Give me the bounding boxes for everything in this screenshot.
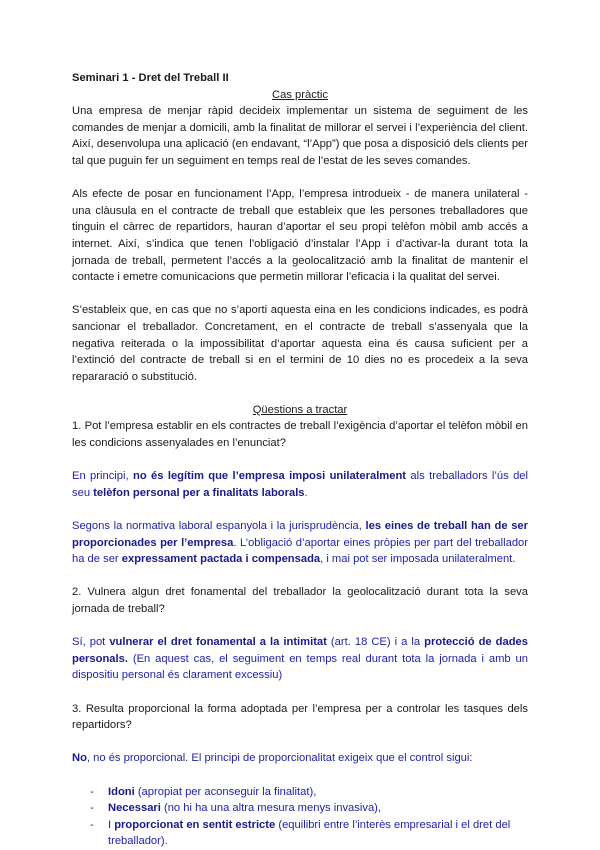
question-1: 1. Pot l’empresa establir en els contractes de treball l’exigència d’aportar el telèfon mòbil en les condicions assenyalades en l’enunciat?: [72, 420, 528, 450]
list-item: - I proporcionat en sentit estricte (equilibri entre l’interès empresarial i el dret del treballador).: [72, 817, 528, 850]
answer-3: No, no és proporcional. El principi de proporcionalitat exigeix que el control sigui:: [72, 752, 473, 765]
answer-2: Sí, pot vulnerar el dret fonamental a la intimitat (art. 18 CE) i a la protecció de dades personals. (En aquest cas, el seguiment en temps real durant tota la jornada i amb un dispositiu personal és clarament excessiu): [72, 636, 528, 682]
answer-1-paragraph-2: Segons la normativa laboral espanyola i la jurisprudència, les eines de treball han de ser proporcionades per l’empresa. L’obligació d’aportar eines pròpies per part del treballador ha de ser expressament pactada i compensada, i mai pot ser imposada unilateralment.: [72, 520, 528, 566]
case-paragraph-2: Als efecte de posar en funcionament l’App, l’empresa introdueix - de manera unilateral - una clàusula en el contracte de treball que estableix que les persones treballadores que tinguin el càrrec de repartidors, hauran d’aportar el seu propi telèfon mòbil amb accés a internet. Així, s’indica que tenen l’obligació d’instalar l’App i d’activar-la durant tota la jornada de treball, permetent l’accés a la geolocalització amb la finalitat de mantenir el contacte i emetre comunicacions que permetin millorar l’eficacia i la qualitat del servei.: [72, 188, 528, 284]
case-paragraph-1: Una empresa de menjar ràpid decideix implementar un sistema de seguiment de les comandes de menjar a domicili, amb la finalitat de millorar el servei i l’experiència del client. Així, desenvolupa una aplicació (en endavant, “l’App”) que posa a disposició dels clients per tal que puguin fer un seguiment en temps real de l’estat de les seves comandes.: [72, 105, 528, 167]
proportionality-criteria-list: [72, 784, 528, 850]
question-3: 3. Resulta proporcional la forma adoptada per l’empresa per a controlar les tasques dels repartidors?: [72, 702, 528, 732]
document-title: Seminari 1 - Dret del Treball II: [72, 72, 229, 84]
list-item: - Necessari (no hi ha una altra mesura menys invasiva),: [72, 800, 528, 817]
document-page: [72, 70, 528, 850]
answer-1-paragraph-1: En principi, no és legítim que l’empresa imposi unilateralment als treballadors l’ús del seu telèfon personal per a finalitats laborals.: [72, 470, 529, 499]
questions-heading: Qüestions a tractar: [252, 403, 348, 416]
case-heading: Cas pràctic: [272, 88, 328, 101]
list-item: - Idoni (apropiat per aconseguir la finalitat),: [72, 784, 528, 801]
case-paragraph-3: S’estableix que, en cas que no s’aporti aquesta eina en les condicions indicades, es podrà sancionar el treballador. Concretament, en el contracte de treball s’assenyala que la negativa reiterada o la impossibilitat d’aportar aquesta eina és causa suficient per a l’extinció del contracte de treball si en el termini de 10 dies no es procedeix a la seva repararació o substitució.: [72, 304, 528, 383]
question-2: 2. Vulnera algun dret fonamental del treballador la geolocalització durant tota la seva jornada de treball?: [72, 586, 528, 615]
